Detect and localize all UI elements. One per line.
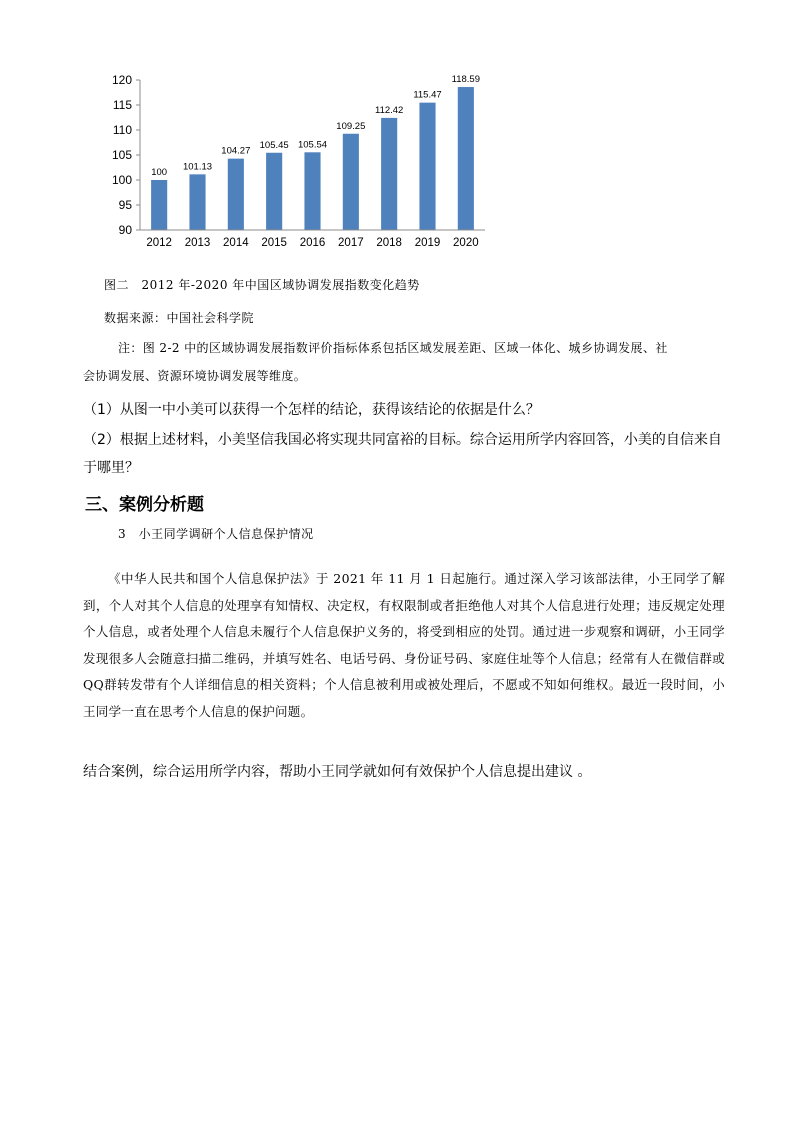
y-tick-label: 115 [112,98,132,112]
x-tick-label: 2020 [453,237,479,249]
bar [228,159,244,230]
x-tick-label: 2016 [299,237,326,249]
data-label: 115.47 [413,89,442,101]
bar [343,134,359,230]
x-axis [140,230,485,249]
data-label: 105.45 [259,139,289,151]
figure-caption: 图二 2012 年-2020 年中国区域协调发展指数变化趋势 [104,278,420,292]
y-tick-label: 120 [111,73,132,87]
task-prompt: 结合案例，综合运用所学内容，帮助小王同学就如何有效保护个人信息提出建议 。 [83,764,592,780]
note-line-1: 注：图 2-2 中的区域协调发展指数评价指标体系包括区域发展差距、区域一体化、城乡协调发展、社 [118,341,668,355]
data-label: 104.27 [221,145,251,157]
bar [381,118,397,230]
data-label: 105.54 [297,139,328,151]
x-tick-label: 2012 [146,237,172,249]
chart-svg [100,68,500,260]
bar [304,152,320,230]
data-source: 数据来源：中国社会科学院 [104,311,255,325]
x-tick-label: 2013 [184,237,211,249]
bar [189,174,205,230]
section-title: 三、案例分析题 [85,495,204,515]
case-heading: 3 小王同学调研个人信息保护情况 [118,527,314,541]
y-tick-label: 110 [112,123,132,137]
data-label: 118.59 [451,74,481,86]
question-2: （2）根据上述材料，小美坚信我国必将实现共同富裕的目标。综合运用所学内容回答，小美的自信来自于哪里？ [83,432,722,476]
data-label: 112.42 [374,104,404,116]
y-tick-label: 90 [118,223,132,237]
data-label: 101.13 [182,161,213,173]
bar [151,180,167,230]
x-tick-label: 2015 [261,237,287,249]
note-line-2: 会协调发展、资源环境协调发展等维度。 [83,369,307,383]
bar-chart [100,68,500,260]
x-tick-label: 2017 [338,237,364,249]
y-tick-label: 100 [111,173,132,187]
data-label: 100 [151,167,168,178]
y-tick-label: 95 [118,198,132,212]
bar [458,87,474,230]
x-tick-label: 2019 [414,237,441,249]
bar [419,103,435,230]
bars [151,74,480,230]
data-label: 109.25 [336,120,366,132]
case-body: 《中华人民共和国个人信息保护法》于 2021 年 11 月 1 日起施行。通过深入学习该部法律，小王同学了解到，个人对其个人信息的处理享有知情权、决定权，有权限制或者拒绝他人对其个人信息进行处理；违反规定处理个人信息，或者处理个人信息未履行个人信息保护义务的，将受到相应的处罚。通过进一步观察和调研，小王同学发现很多人会随意扫描二维码，并填写姓名、电话号码、身份证号码、家庭住址等个人信息；经常有人在微信群或QQ群转发带有个人详细信息的相关资料；个人信息被利用或被处理后，不愿或不知如何维权。最近一段时间，小王同学一直在思考个人信息的保护问题。 [83,571,725,719]
x-tick-label: 2018 [376,237,402,249]
question-1: （1）从图一中小美可以获得一个怎样的结论，获得该结论的依据是什么？ [83,402,540,418]
y-tick-label: 105 [111,148,132,162]
bar [266,153,282,230]
y-axis [112,73,140,237]
x-tick-label: 2014 [223,237,249,249]
note [83,334,723,390]
